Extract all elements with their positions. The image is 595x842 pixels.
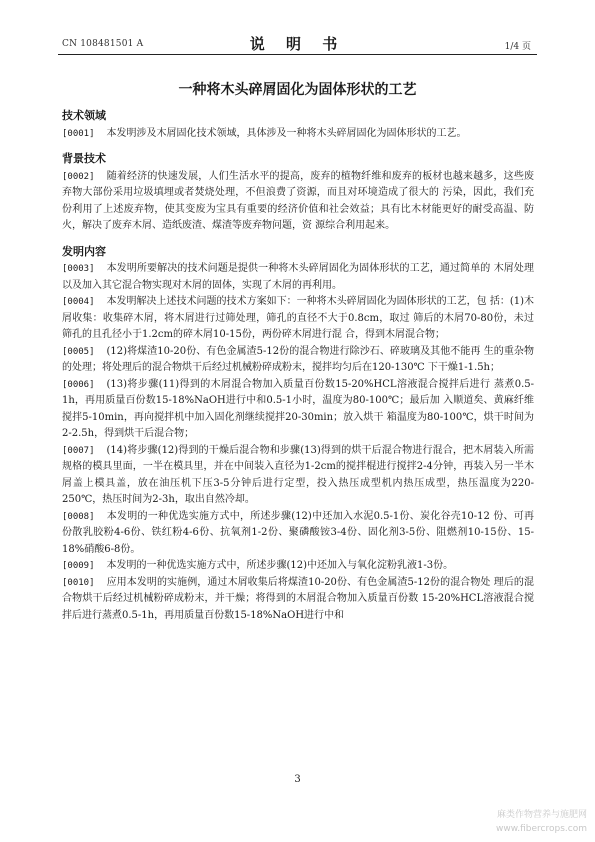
paragraph [62, 377, 534, 443]
paragraph [62, 169, 534, 235]
paragraph-number: [0001] [62, 128, 95, 139]
page-indicator: 1/4 页 [504, 42, 531, 52]
paragraph-text: 本发明的一种优选实施方式中，所述步骤(12)中还加入与氧化淀粉乳液1-3份。 [106, 560, 454, 571]
paragraph-number: [0006] [62, 379, 95, 390]
paragraph [62, 344, 534, 377]
paragraph [62, 443, 534, 509]
document-type-heading: 说 明 书 [249, 35, 346, 53]
watermark [496, 808, 587, 836]
paragraph-text: 本发明解决上述技术问题的技术方案如下：一种将木头碎屑固化为固体形状的工艺，包 括：(1)木屑收集：收集碎木屑，将木屑进行过筛处理，筛孔的直径不大于0.8cm，取过 筛后的木屑70-80份，未过筛孔的且孔径小于1.2cm的碎木屑10-15份，两份碎木屑进行混 合，得到木屑混合物； [62, 296, 534, 340]
paragraph-text: 本发明涉及木屑固化技术领域，具体涉及一种将木头碎屑固化为固体形状的工艺。 [106, 127, 467, 139]
paragraph [62, 509, 534, 559]
paragraph-number: [0010] [62, 577, 95, 588]
paragraph [62, 575, 534, 625]
watermark-url: www.fibercrops.com [496, 824, 587, 834]
paragraph-text: 本发明所要解决的技术问题是提供一种将木头碎屑固化为固体形状的工艺，通过简单的 木屑处理以及加入其它混合物实现对木屑的固体，实现了木屑的再利用。 [62, 263, 534, 291]
paragraph-text: 本发明的一种优选实施方式中，所述步骤(12)中还加入水泥0.5-1份、炭化谷壳10-12 份、可再份散乳胶粉4-6份、铁红粉4-6份、抗氧剂1-2份、聚磷酸铵3-4份、固化剂3-5份、阻燃剂10-15份、15-18%硝酸6-8份。 [62, 510, 534, 555]
section-heading-technical-field: 技术领域 [62, 109, 106, 122]
document-body [62, 100, 534, 624]
document-number: CN 108481501 A [62, 39, 144, 49]
paragraph-text: (12)将煤渣10-20份、有色金属渣5-12份的混合物进行除沙石、碎玻璃及其他不能再 生的重杂物的处理；将处理后的混合物烘干后经过机械粉碎成粉末，搅拌均匀后在120-130℃ 下干燥1-1.5h； [62, 345, 534, 373]
page-number: 3 [294, 774, 301, 785]
paragraph-number: [0005] [62, 346, 95, 357]
paragraph-number: [0002] [62, 171, 95, 182]
paragraph-number: [0007] [62, 445, 95, 456]
section-heading-invention-content: 发明内容 [62, 244, 106, 258]
paragraph-text: 应用本发明的实施例，通过木屑收集后将煤渣10-20份、有色金属渣5-12份的混合物处 理后的混合物烘干后经过机械粉碎成粉末，并干燥；将得到的木屑混合物加入质量百份数 15-20%HCL溶液混合搅拌后进行蒸煮0.5-1h，再用质量百份数15-18%NaOH进行中和 [62, 576, 534, 621]
paragraph-text: (13)将步骤(11)得到的木屑混合物加入质量百份数15-20%HCL溶液混合搅拌后进行 蒸煮0.5-1h，再用质量百份数15-18%NaOH进行中和0.5-1小时，温度为80-100℃；最后加 入顺道矣、黄麻纤维搅拌5-10min，再向搅拌机中加入固化剂继续搅拌20-30min；放入烘干 箱温度为80-100℃，烘干时间为2-2.5h，得到烘干后混合物； [62, 378, 534, 439]
section-heading-background: 背景技术 [62, 152, 106, 165]
paragraph [62, 126, 534, 143]
paragraph [62, 294, 534, 344]
paragraph-number: [0008] [62, 511, 95, 522]
header-divider [58, 54, 537, 55]
document-title: 一种将木头碎屑固化为固体形状的工艺 [178, 82, 417, 98]
paragraph [62, 261, 534, 294]
watermark-site-name: 麻类作物营养与施肥网 [496, 810, 587, 820]
paragraph-number: [0009] [62, 561, 95, 571]
paragraph-number: [0003] [62, 264, 95, 274]
paragraph-number: [0004] [62, 297, 95, 307]
paragraph [62, 558, 534, 575]
paragraph-text: 随着经济的快速发展，人们生活水平的提高，废弃的植物纤维和废弃的板材也越来越多，这些废弃物大部份采用垃圾填埋或者焚烧处理，不但浪费了资源，而且对环境造成了很大的 污染，因此，我们充份利用了上述废弃物，使其变废为宝具有重要的经济价值和社会效益；具有比木材能更好的耐受高温、防火，解决了废弃木屑、造纸废渣、煤渣等废弃物问题，资 源综合利用起来。 [62, 170, 534, 231]
paragraph-text: (14)将步骤(12)得到的干燥后混合物和步骤(13)得到的烘干后混合物进行混合，把木屑装入所需规格的模具里面，一半在模具里，并在中间装入直径为1-2cm的搅拌棍进行搅拌2-4分钟，再装入另一半木屑盖上模具盖，放在油压机下压3-5分钟后进行定型，投入热压成型机内热压成型，热压温度为220-250℃，热压时间为2-3h，取出自然冷却。 [62, 444, 534, 505]
